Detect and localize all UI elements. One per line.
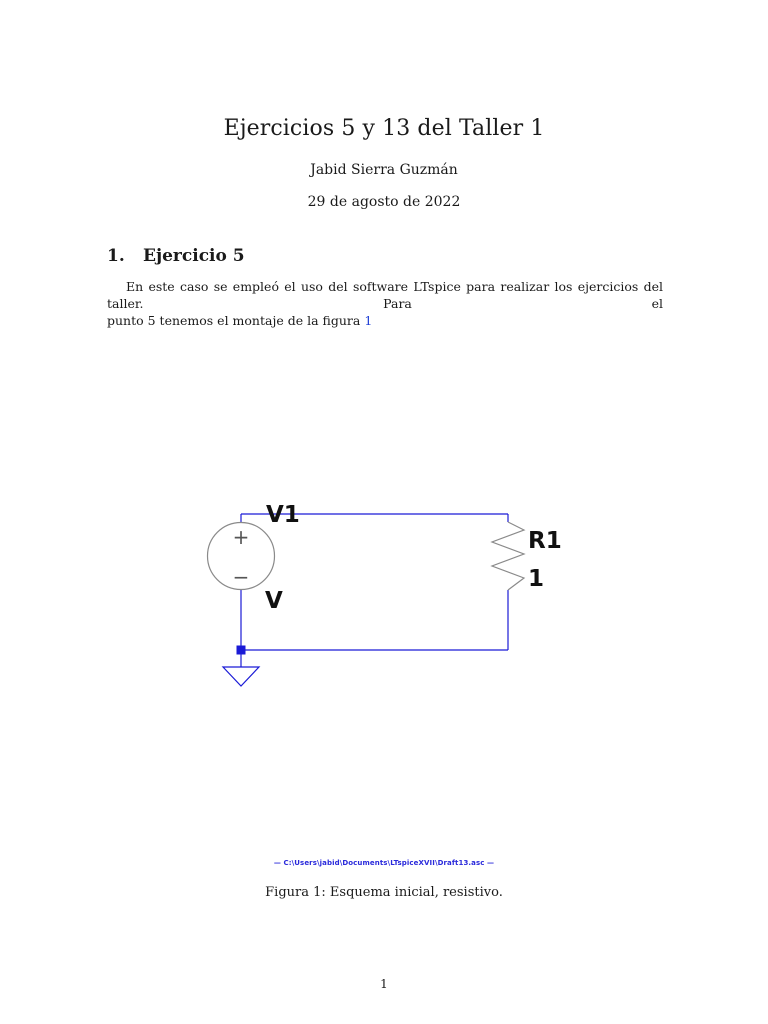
- document-title: Ejercicios 5 y 13 del Taller 1: [223, 116, 545, 141]
- document-author: Jabid Sierra Guzmán: [310, 162, 458, 178]
- source-value-label: V: [265, 588, 283, 614]
- source-name-label: V1: [266, 502, 300, 528]
- ground-symbol: [223, 667, 259, 686]
- figure-reference-link[interactable]: 1: [364, 313, 373, 328]
- voltage-source-plus: +: [232, 525, 250, 549]
- ground-node-marker: [237, 646, 246, 655]
- paragraph-line-1: En este caso se empleó el uso del software LTspice para realizar los ejercicios del taller. Para el: [107, 279, 663, 311]
- figure-caption: Figura 1: Esquema inicial, resistivo.: [265, 885, 503, 900]
- section-number: 1.: [107, 246, 125, 266]
- document-date: 29 de agosto de 2022: [307, 194, 461, 210]
- resistor-value-label: 1: [528, 566, 545, 592]
- paragraph-line-2-text: punto 5 tenemos el montaje de la figura: [107, 313, 361, 328]
- resistor-symbol: [492, 522, 524, 590]
- resistor-name-label: R1: [528, 528, 562, 554]
- figure-file-path: — C:\Users\jabid\Documents\LTspiceXVII\Draft13.asc —: [273, 859, 495, 867]
- page-number: 1: [380, 977, 388, 991]
- section-title: Ejercicio 5: [143, 246, 245, 266]
- voltage-source-minus: −: [232, 565, 250, 589]
